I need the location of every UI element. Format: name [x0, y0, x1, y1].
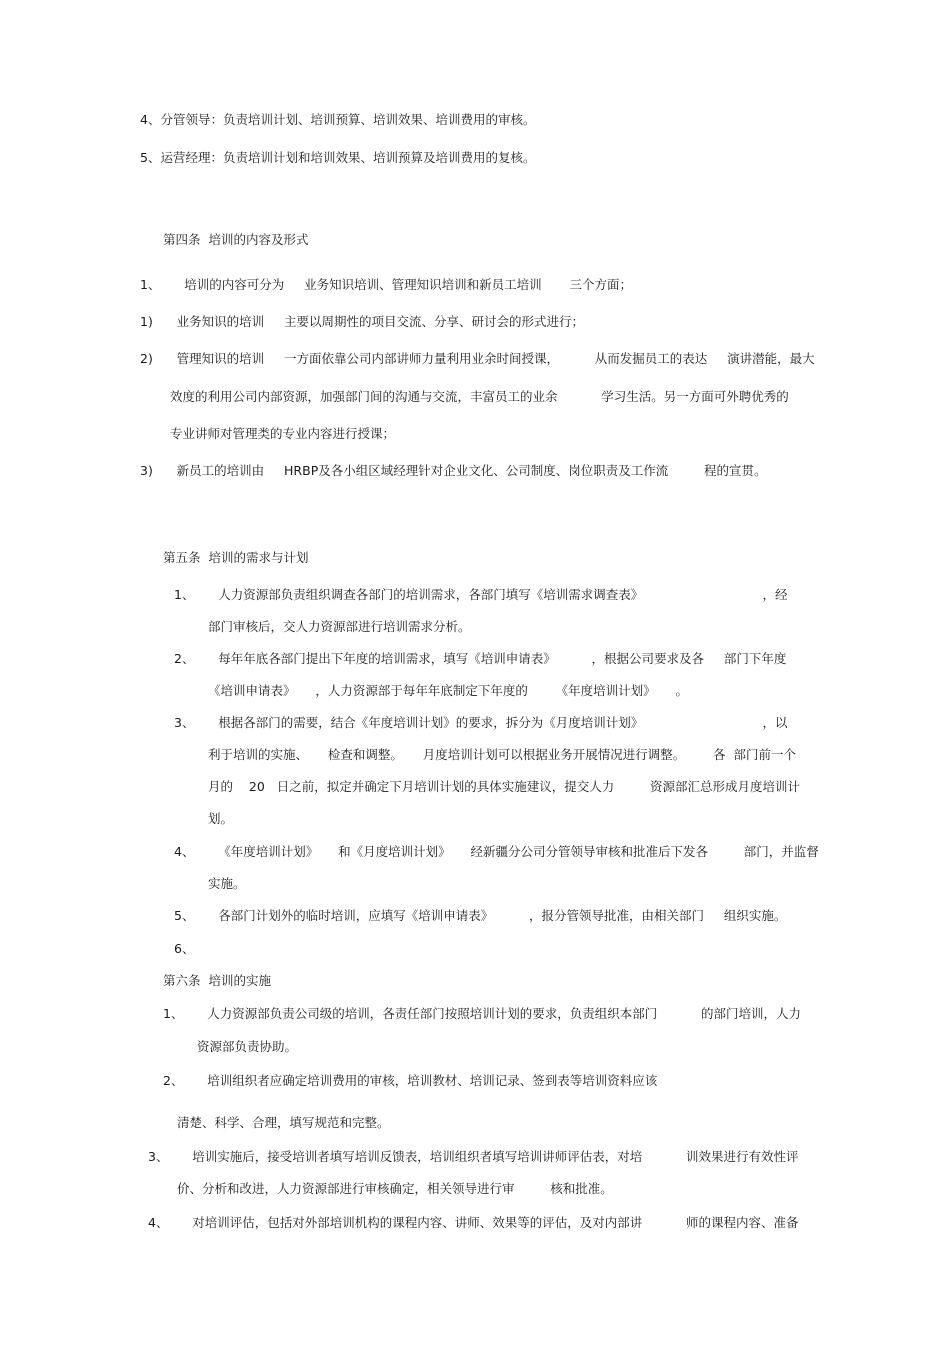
text-line: 2、 培训组织者应确定培训费用的审核，培训教材、培训记录、签到表等培训资料应该	[163, 1073, 658, 1088]
text-line: 资源部负责协助。	[197, 1039, 298, 1054]
text-line: 3、 根据各部门的需要，结合《年度培训计划》的要求，拆分为《月度培训计划》 ，以	[174, 715, 788, 730]
text-line: 1、 培训的内容可分为 业务知识培训、管理知识培训和新员工培训 三个方面；	[140, 277, 632, 292]
text-line: 1、 人力资源部负责公司级的培训，各责任部门按照培训计划的要求，负责组织本部门 的部门培训，人力	[163, 1006, 802, 1021]
text-line: 4、 对培训评估，包括对外部培训机构的课程内容、讲师、效果等的评估，及对内部讲 师的课程内容、准备	[148, 1215, 799, 1230]
text-line: 1、 人力资源部负责组织调查各部门的培训需求，各部门填写《培训需求调查表》 ，经	[174, 587, 788, 602]
section-heading: 第六条 培训的实施	[163, 973, 271, 988]
text-line: 效度的利用公司内部资源，加强部门间的沟通与交流，丰富员工的业余 学习生活。另一方面可外聘优秀的	[170, 389, 789, 404]
section-heading: 第五条 培训的需求与计划	[163, 550, 309, 565]
text-line: 3) 新员工的培训由 HRBP及各小组区域经理针对企业文化、公司制度、岗位职责及工作流 程的宣贯。	[140, 463, 767, 478]
text-line: 2) 管理知识的培训 一方面依靠公司内部讲师力量利用业余时间授课， 从而发掘员工的表达 演讲潜能，最大	[140, 351, 815, 366]
text-line: 5、运营经理：负责培训计划和培训效果、培训预算及培训费用的复核。	[140, 150, 536, 165]
text-line: 利于培训的实施、 检查和调整。 月度培训计划可以根据业务开展情况进行调整。 各 部门前一个	[208, 747, 796, 762]
text-line: 《培训申请表》 ，人力资源部于每年年底制定下年度的 《年度培训计划》 。	[208, 683, 689, 698]
text-line: 5、 各部门计划外的临时培训，应填写《培训申请表》 ，报分管领导批准，由相关部门 组织实施。	[174, 908, 787, 923]
section-heading: 第四条 培训的内容及形式	[163, 232, 309, 247]
text-line: 清楚、科学、合理，填写规范和完整。	[177, 1115, 390, 1130]
text-line: 月的 20 日之前，拟定并确定下月培训计划的具体实施建议，提交人力 资源部汇总形成月度培训计	[208, 779, 800, 794]
text-line: 6、	[174, 941, 195, 956]
text-line: 2、 每年年底各部门提出下年度的培训需求，填写《培训申请表》 ，根据公司要求及各 部门下年度	[174, 651, 787, 666]
text-line: 实施。	[208, 876, 246, 891]
text-line: 价、分析和改进，人力资源部进行审核确定，相关领导进行审 核和批准。	[177, 1181, 613, 1196]
text-line: 4、 《年度培训计划》 和《月度培训计划》 经新疆分公司分管领导审核和批准后下发各 部门，并监督	[174, 844, 819, 859]
text-line: 1) 业务知识的培训 主要以周期性的项目交流、分享、研讨会的形式进行；	[140, 314, 585, 329]
text-line: 专业讲师对管理类的专业内容进行授课；	[170, 426, 396, 441]
text-line: 4、分管领导：负责培训计划、培训预算、培训效果、培训费用的审核。	[140, 112, 536, 127]
text-line: 3、 培训实施后，接受培训者填写培训反馈表，培训组织者填写培训讲师评估表，对培 训效果进行有效性评	[148, 1149, 799, 1164]
text-line: 划。	[208, 811, 234, 826]
text-line: 部门审核后，交人力资源部进行培训需求分析。	[208, 619, 471, 634]
